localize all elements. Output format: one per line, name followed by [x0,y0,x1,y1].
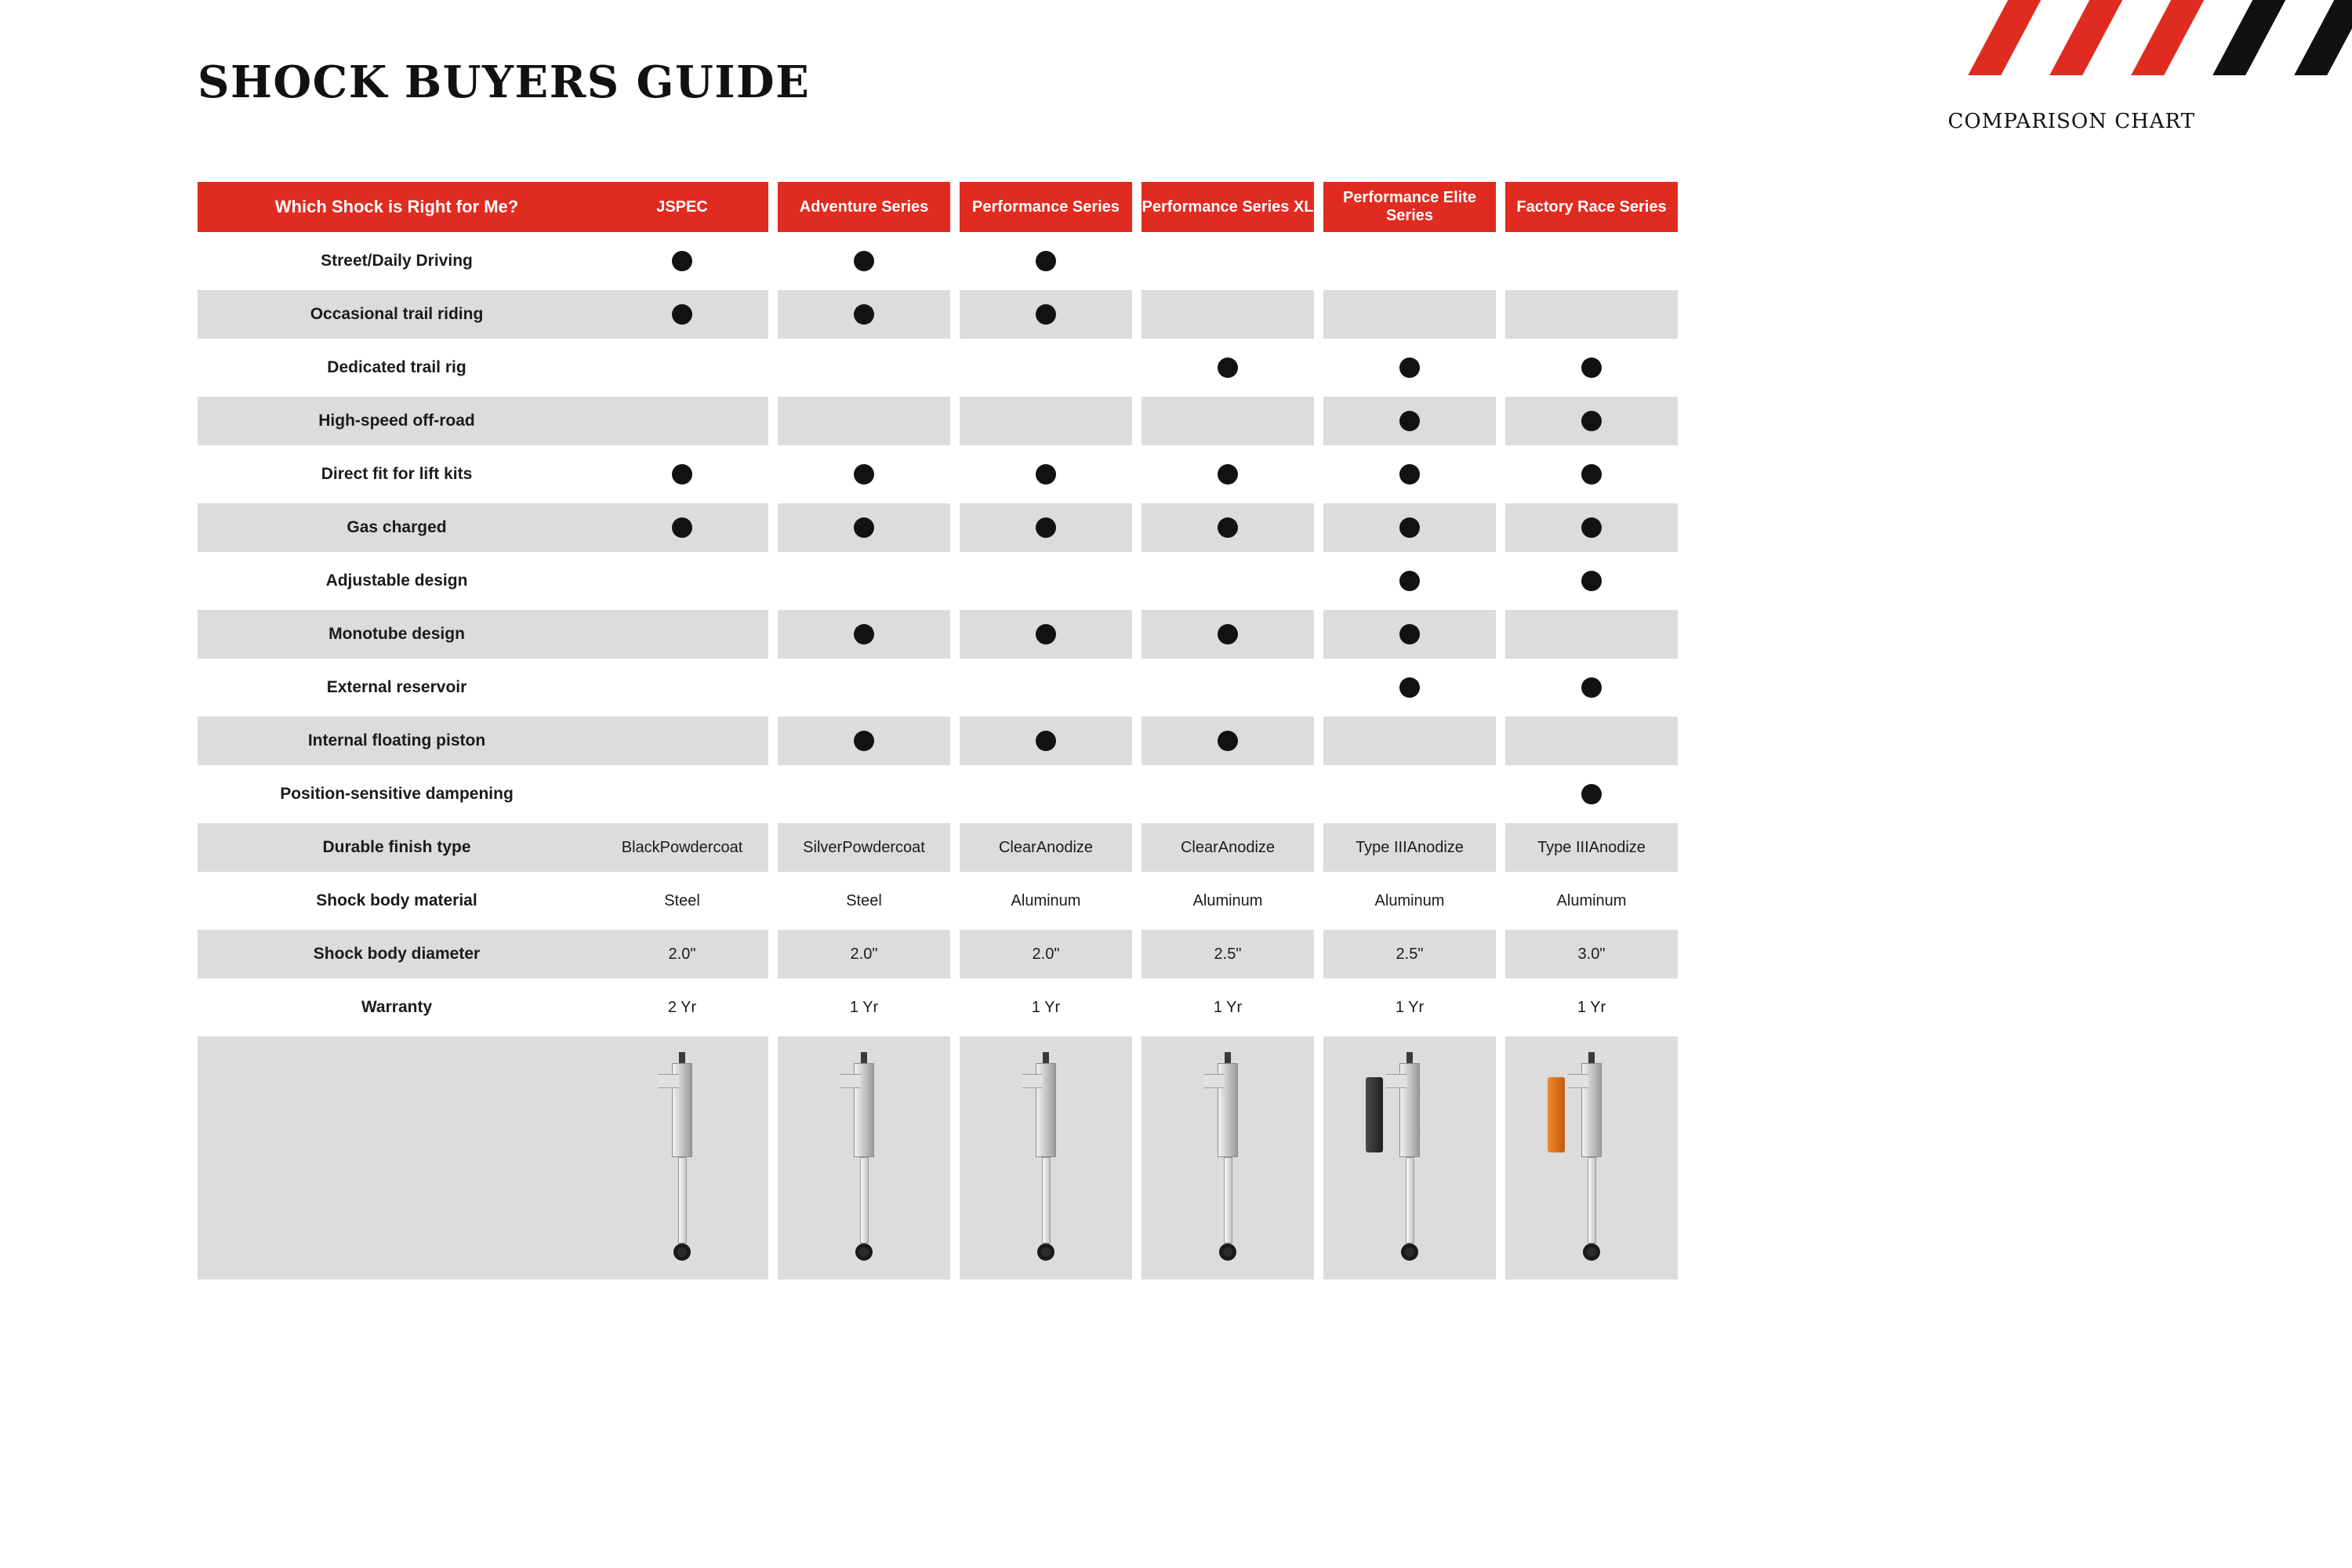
feature-cell [596,397,768,445]
feature-cell [778,770,950,818]
spec-cell [778,983,950,1032]
feature-cell [1505,237,1678,285]
shock-bottom-eyelet [1219,1243,1236,1261]
row-label: Warranty [361,998,433,1016]
page-title: SHOCK BUYERS GUIDE [198,56,811,108]
decorative-stripes [1646,0,2352,75]
feature-cell [1323,343,1496,392]
spec-cell [1505,983,1678,1032]
spec-cell [596,877,768,925]
feature-cell [1323,610,1496,659]
feature-cell [1142,397,1314,445]
feature-cell [778,397,950,445]
table-row [198,877,1919,925]
shock-top-stem [1406,1052,1413,1063]
shock-top-stem [679,1052,685,1063]
feature-cell [1323,450,1496,499]
feature-cell [960,397,1132,445]
feature-cell [1505,290,1678,339]
check-dot-icon [1399,411,1420,431]
check-dot-icon [1218,358,1238,378]
feature-cell [1323,237,1496,285]
spec-line: 2.5" [1214,945,1242,963]
feature-cell [960,343,1132,392]
header-question-cell: Which Shock is Right for Me? [198,182,596,232]
feature-cell [1323,663,1496,712]
feature-cell [1505,503,1678,552]
image-row-spacer [198,1036,596,1279]
feature-cell [778,503,950,552]
row-label: Dedicated trail rig [327,358,466,376]
shock-absorber-illustration [1568,1052,1615,1264]
check-dot-icon [1036,304,1056,325]
check-dot-icon [1581,677,1602,698]
row-label: Internal floating piston [198,717,596,765]
spec-cell [596,930,768,978]
performance-elite-series-shock-image [1323,1036,1496,1279]
feature-cell [1323,770,1496,818]
performance-series-xl-shock-image [1142,1036,1314,1279]
table-row [198,823,1919,872]
product-image-row [198,1036,1919,1279]
row-label: Gas charged [198,503,596,552]
jspec-shock-image [596,1036,768,1279]
shock-bottom-eyelet [1401,1243,1418,1261]
shock-shaft [1406,1157,1414,1243]
row-label: Shock body diameter [198,930,596,978]
shock-bottom-eyelet [1583,1243,1600,1261]
feature-cell [1142,770,1314,818]
check-dot-icon [1036,464,1056,485]
spec-cell [1323,877,1496,925]
spec-cell [596,823,768,872]
feature-cell [1505,610,1678,659]
spec-line: Anodize [1406,838,1464,856]
check-dot-icon [854,304,874,325]
column-header-1: JSPEC [596,182,768,232]
feature-cell [1142,450,1314,499]
spec-line: 2.0" [850,945,878,963]
shock-body-tube [1399,1063,1420,1157]
feature-cell [1505,343,1678,392]
spec-line: Type III [1356,838,1407,856]
check-dot-icon [1399,358,1420,378]
feature-cell [1505,557,1678,605]
table-row [198,343,1919,392]
check-dot-icon [1218,731,1238,751]
table-row [198,397,1919,445]
feature-cell [778,557,950,605]
check-dot-icon [1581,517,1602,538]
table-row [198,983,1919,1032]
feature-cell [1505,717,1678,765]
feature-cell [1142,610,1314,659]
feature-cell [1142,343,1314,392]
spec-line: Aluminum [1374,891,1445,909]
check-dot-icon [672,464,692,485]
shock-top-stem [1043,1052,1049,1063]
feature-cell [1142,663,1314,712]
check-dot-icon [1399,624,1420,644]
row-label: External reservoir [326,678,467,696]
feature-cell [596,770,768,818]
check-dot-icon [1581,358,1602,378]
spec-line: Clear [1180,838,1218,856]
feature-cell [1505,770,1678,818]
spec-cell [960,930,1132,978]
spec-cell [1323,983,1496,1032]
feature-cell [960,610,1132,659]
feature-cell [1505,397,1678,445]
shock-decal-band [1386,1074,1406,1088]
row-label: High-speed off-road [198,397,596,445]
table-header-row [198,182,1919,232]
spec-cell [1142,983,1314,1032]
check-dot-icon [1036,731,1056,751]
spec-line: 2.0" [668,945,696,963]
column-header-3: Performance Series [960,182,1132,232]
chart-subtitle: COMPARISON CHART [1947,110,2195,133]
shock-decal-band [840,1074,861,1088]
check-dot-icon [1581,784,1602,804]
check-dot-icon [1218,517,1238,538]
feature-cell [778,343,950,392]
comparison-chart-table [198,182,1919,1284]
feature-cell [596,343,768,392]
shock-decal-band [1022,1074,1043,1088]
check-dot-icon [1581,464,1602,485]
column-header-2: Adventure Series [778,182,950,232]
row-label: Occasional trail riding [198,290,596,339]
shock-decal-band [1204,1074,1225,1088]
check-dot-icon [1399,517,1420,538]
feature-cell [960,237,1132,285]
adventure-series-shock-image [778,1036,950,1279]
spec-line: Anodize [1218,838,1276,856]
column-header-5: Performance Elite Series [1323,182,1496,232]
spec-line: Aluminum [1192,891,1263,909]
spec-line: Powdercoat [659,838,743,856]
spec-line: 1 Yr [1031,998,1061,1016]
check-dot-icon [672,517,692,538]
feature-cell [778,450,950,499]
shock-top-stem [861,1052,867,1063]
spec-cell [778,877,950,925]
shock-body-tube [1581,1063,1602,1157]
shock-body-tube [854,1063,874,1157]
feature-cell [596,663,768,712]
external-reservoir [1366,1077,1383,1152]
spec-line: 2 Yr [667,998,697,1016]
spec-line: 3.0" [1577,945,1606,963]
column-header-6: Factory Race Series [1505,182,1678,232]
shock-absorber-illustration [1386,1052,1433,1264]
row-label: Street/Daily Driving [321,252,473,270]
feature-cell [1323,557,1496,605]
spec-cell [1323,930,1496,978]
spec-cell [778,930,950,978]
spec-cell [1142,877,1314,925]
feature-cell [1142,557,1314,605]
shock-bottom-eyelet [855,1243,873,1261]
feature-cell [1142,717,1314,765]
feature-cell [778,610,950,659]
feature-cell [596,237,768,285]
spec-line: 1 Yr [1395,998,1425,1016]
spec-cell [1505,930,1678,978]
row-label: Durable finish type [198,823,596,872]
feature-cell [1142,290,1314,339]
spec-cell [1142,930,1314,978]
check-dot-icon [1036,251,1056,271]
column-header-4: Performance Series XL [1142,182,1314,232]
spec-line: 2.5" [1396,945,1424,963]
shock-absorber-illustration [840,1052,887,1264]
factory-race-series-shock-image [1505,1036,1678,1279]
feature-cell [1323,503,1496,552]
spec-line: Steel [664,891,700,909]
check-dot-icon [672,304,692,325]
shock-shaft [1042,1157,1051,1243]
row-label: Position-sensitive dampening [280,785,514,803]
table-row [198,717,1919,765]
feature-cell [960,290,1132,339]
shock-decal-band [1568,1074,1588,1088]
spec-line: Black [621,838,660,856]
shock-body-tube [672,1063,692,1157]
check-dot-icon [854,464,874,485]
shock-shaft [1224,1157,1232,1243]
feature-cell [1323,397,1496,445]
check-dot-icon [1581,411,1602,431]
check-dot-icon [1036,624,1056,644]
spec-cell [1323,823,1496,872]
table-row [198,663,1919,712]
check-dot-icon [1399,677,1420,698]
table-row [198,503,1919,552]
row-label: Monotube design [198,610,596,659]
spec-cell [1505,877,1678,925]
table-row [198,450,1919,499]
check-dot-icon [854,624,874,644]
shock-shaft [860,1157,869,1243]
check-dot-icon [672,251,692,271]
external-reservoir [1548,1077,1565,1152]
feature-cell [778,717,950,765]
check-dot-icon [1399,571,1420,591]
feature-cell [1323,717,1496,765]
table-row [198,557,1919,605]
spec-cell [778,823,950,872]
spec-cell [960,823,1132,872]
feature-cell [596,610,768,659]
shock-decal-band [659,1074,679,1088]
shock-bottom-eyelet [1037,1243,1054,1261]
spec-line: Type III [1537,838,1589,856]
spec-line: Aluminum [1556,891,1627,909]
shock-absorber-illustration [1022,1052,1069,1264]
table-row [198,237,1919,285]
feature-cell [1505,663,1678,712]
check-dot-icon [1036,517,1056,538]
table-row [198,290,1919,339]
shock-shaft [678,1157,687,1243]
spec-line: Anodize [1588,838,1646,856]
table-row [198,610,1919,659]
spec-line: Steel [846,891,882,909]
feature-cell [1142,503,1314,552]
feature-cell [596,290,768,339]
row-label: Direct fit for lift kits [321,465,473,483]
spec-line: Aluminum [1011,891,1081,909]
spec-line: Clear [998,838,1036,856]
feature-cell [1142,237,1314,285]
check-dot-icon [1218,624,1238,644]
feature-cell [778,237,950,285]
row-label: Shock body material [316,891,477,909]
shock-body-tube [1036,1063,1056,1157]
shock-top-stem [1225,1052,1231,1063]
spec-line: 1 Yr [849,998,879,1016]
check-dot-icon [854,517,874,538]
shock-bottom-eyelet [673,1243,691,1261]
spec-line: Powdercoat [842,838,925,856]
feature-cell [960,717,1132,765]
check-dot-icon [1581,571,1602,591]
table-row [198,770,1919,818]
feature-cell [778,290,950,339]
row-label: Adjustable design [325,572,468,590]
check-dot-icon [1218,464,1238,485]
spec-cell [1142,823,1314,872]
shock-absorber-illustration [1204,1052,1251,1264]
shock-body-tube [1218,1063,1238,1157]
spec-line: 2.0" [1032,945,1060,963]
feature-cell [1505,450,1678,499]
spec-cell [960,983,1132,1032]
check-dot-icon [854,731,874,751]
feature-cell [960,663,1132,712]
feature-cell [960,503,1132,552]
spec-cell [960,877,1132,925]
feature-cell [778,663,950,712]
spec-cell [596,983,768,1032]
feature-cell [596,503,768,552]
spec-cell [1505,823,1678,872]
spec-line: 1 Yr [1577,998,1606,1016]
check-dot-icon [1399,464,1420,485]
feature-cell [960,557,1132,605]
feature-cell [596,557,768,605]
shock-shaft [1588,1157,1596,1243]
feature-cell [960,450,1132,499]
spec-line: 1 Yr [1213,998,1243,1016]
check-dot-icon [854,251,874,271]
feature-cell [1323,290,1496,339]
feature-cell [596,450,768,499]
feature-cell [960,770,1132,818]
table-row [198,930,1919,978]
shock-absorber-illustration [659,1052,706,1264]
spec-line: Silver [803,838,843,856]
feature-cell [596,717,768,765]
performance-series-shock-image [960,1036,1132,1279]
spec-line: Anodize [1036,838,1094,856]
shock-top-stem [1588,1052,1595,1063]
